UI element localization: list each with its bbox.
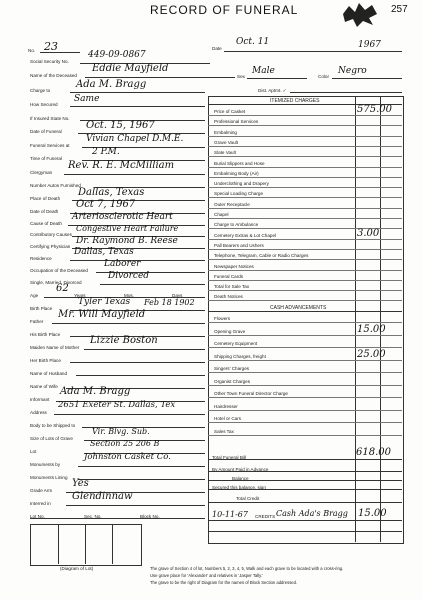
- diagram-label: (Diagram of Lot): [60, 566, 94, 571]
- mother-label: Maiden Name of Mother: [30, 345, 80, 350]
- charge-item-label: Organist Charges: [214, 378, 251, 384]
- wife-label: Name of Wife: [30, 384, 58, 389]
- credit-amount: 15.00: [358, 508, 387, 519]
- marital-label: Single, Married, Divorced: [30, 280, 82, 285]
- date-value: Oct. 11: [236, 37, 270, 47]
- credit-date: 10-11-67: [212, 510, 248, 519]
- sex-value: Male: [252, 66, 275, 76]
- informant-value: Ada M. Bragg: [60, 386, 131, 397]
- charge-item-amount: 575.00: [357, 104, 392, 115]
- grade-arm-value: Yes: [72, 478, 89, 489]
- monument-lining-label: Monuments Lining: [30, 475, 68, 480]
- charge-item-label: Shipping Charges, freight: [214, 353, 266, 359]
- charge-item-label: Price of Casket: [214, 109, 246, 114]
- cars-label: Number Autos Furnished: [30, 183, 81, 188]
- shipped-label: Body to be Shipped to: [30, 423, 76, 428]
- date-funeral-value: Oct. 15, 1967: [86, 120, 155, 131]
- charge-item-label: Opening Grave: [214, 328, 246, 334]
- funeral-record-page: RECORD OF FUNERAL 257 No. 23 Date Oct. 11 1967 Social Security No. 449-09-0867 Name of the Deceased Eddie Mayfield Sex Male Color Negro Charge to Ada M. Bragg Dist. Aptmt. ✓ How Secured Same If Insured State No. Date of Funeral Oct. 15, 1967 Funeral Services at Vivian Chapel D.M.E. Time of Funeral 2 P.M. Clergyman Rev. R. E. McMilliam Number Autos Furnished Place of Death Dallas, Texas Date of Death Oct 7, 1967 Cause of Death Arteriosclerotic Heart Contributory Causes Congestive Heart Failure Certifying Physician Dr. Raymond B. Reese Residence Dallas, Texas Occupation of the Deceased Laborer Single, Married, Divorced Divorced Age 62 Years Mos. Days Birth Place Tyler Texas Feb 18 1902 Father Mr. Will Mayfield His Birth Place Maiden Name of Mother Lizzie Boston Her Birth Place Name of Husband Name of Wife Informant Ada M. Bragg Address 2651 Exeter St. Dallas, Tex Body to be Shipped to Size of Lots of Grave Vir. Blvg. Sub. Lot Section 25 206 B Monuments by Johnston Casket Co. Monuments Lining Grade Arm Yes Interred in Glendinnaw Lot No. Sec. No. Block No. (Diagram of Lot) ITEMIZED CHARGES CASH ADVANCEMENTS Total Funeral Bill 618.00 By Amount Paid in Advance Balance Secured this balance, sign Total Credit 10-11-67 CREDITS Cash Ada's Bragg 15.00 The grave of Section 4 of lot, Numbers 5, 2, 3, 4, 5, Walk and each grave to be located with a cross-ring. Use grave place for 'Alexander' and relatives in 'Jasper Tally.' The grave to be the right of Diagram for the names of Block Section addressed. Price of Casket 575.00 Professional Services Embalming Grave Vault Slate Vault Burial Slippers and Hose Embalming Body (Air) Underclothing and Drapery Special Loading Charge Outer Receptacle Chapel Charge to Ambulance Cemetery Extras & Lot Chapel 3.00 Pall Bearers and Ushers Telephone, Telegram, Cable or Radio Charges Newspaper Notices Funeral Cards Total for Sale Tax Death Notices Flowers Opening Grave 15.00 Cemetery Equipment Shipping Charges, freight 25.00 Singers' Charges Organist Charges Other Town Funeral Director Charge Hairdresser Hotel or Cars Sales Tax: [0, 0, 422, 600]
- husband-label: Name of Husband: [30, 371, 68, 376]
- charges-header: ITEMIZED CHARGES: [270, 98, 320, 104]
- time-value: 2 P.M.: [92, 147, 120, 157]
- monument-label: Monuments by: [30, 462, 61, 467]
- lot-number-value: Section 25 206 B: [90, 439, 160, 448]
- insured-label: If Insured State No.: [30, 116, 70, 121]
- charge-item-label: Flowers: [214, 316, 231, 321]
- charge-item-label: Death Notices: [214, 294, 243, 300]
- charge-item-label: Sales Tax: [214, 428, 234, 434]
- sec-label: Sec. No.: [84, 514, 102, 519]
- ink-stamp-mark: [339, 0, 381, 28]
- place-death-value: Dallas, Texas: [78, 187, 145, 198]
- charge-item-label: Outer Receptacle: [214, 201, 250, 207]
- cause-label: Cause of Death: [30, 221, 62, 226]
- charge-item-amount: 3.00: [357, 227, 380, 239]
- time-label: Time of Funeral: [30, 156, 62, 161]
- birthdate-value: Feb 18 1902: [144, 298, 195, 307]
- her-birth-label: Her Birth Place: [30, 358, 61, 363]
- record-no-label: No.: [28, 48, 36, 53]
- charge-item-label: Telephone, Telegram, Cable or Radio Charges: [214, 253, 309, 259]
- charge-item-label: Hotel or Cars: [214, 416, 242, 421]
- charge-item-label: Cemetery Equipment: [214, 341, 258, 346]
- total-value: 618.00: [356, 447, 391, 458]
- total-credit-label: Total Credit: [236, 496, 260, 501]
- charge-to-label: Charge to: [30, 88, 51, 93]
- ss-value: 449-09-0867: [88, 50, 146, 60]
- secured-label: Secured this balance, sign: [212, 485, 266, 490]
- charge-item-label: Underclothing and Drapery: [214, 181, 269, 187]
- father-label: Father: [30, 319, 44, 324]
- date-funeral-label: Date of Funeral: [30, 129, 62, 134]
- residence-label: Residence: [30, 256, 52, 261]
- charge-item-label: Embalming Body (Air): [214, 170, 259, 176]
- his-birth-label: His Birth Place: [30, 332, 61, 337]
- total-label: Total Funeral Bill: [212, 455, 246, 460]
- date-death-label: Date of Death: [30, 209, 59, 214]
- occupation-label: Occupation of the Deceased: [30, 268, 88, 273]
- father-value: Mr. Will Mayfield: [58, 309, 146, 320]
- charge-item-label: Total for Sale Tax: [214, 284, 250, 290]
- services-value: Vivian Chapel D.M.E.: [86, 134, 184, 144]
- lot-grave-value: Vir. Blvg. Sub.: [92, 427, 150, 436]
- block-label: Block No.: [140, 514, 160, 519]
- charge-item-label: Special Loading Charge: [214, 191, 264, 197]
- sex-label: Sex: [237, 74, 245, 79]
- date-label: Date: [212, 46, 222, 51]
- color-label: Color: [318, 74, 329, 79]
- lot-number-label: Lot: [30, 449, 37, 454]
- footer-line-2: Use grave place for 'Alexander' and relatives in 'Jasper Tally.': [150, 573, 263, 578]
- charge-item-label: Chapel: [214, 212, 229, 217]
- ss-label: Social Security No.: [30, 59, 69, 64]
- balance-label: Balance: [232, 476, 249, 481]
- paid-advance-label: By Amount Paid in Advance: [212, 467, 269, 472]
- lot-diagram-area: [30, 524, 142, 566]
- cash-header: CASH ADVANCEMENTS: [270, 305, 327, 311]
- lot-grave-label: Size of Lots of Grave: [30, 436, 73, 441]
- charge-item-label: Pall Bearers and Ushers: [214, 242, 264, 248]
- charge-item-label: Funeral Cards: [214, 273, 244, 279]
- birthplace-label: Birth Place: [30, 306, 53, 311]
- charge-item-label: Newspaper Notices: [214, 263, 254, 269]
- occupation-value: Laborer: [104, 259, 141, 269]
- address-value: 2651 Exeter St. Dallas, Tex: [58, 400, 176, 410]
- cause-value: Arteriosclerotic Heart: [72, 212, 173, 222]
- age-label: Age: [30, 293, 39, 298]
- credit-name: Cash Ada's Bragg: [276, 509, 348, 518]
- charge-item-label: Grave Vault: [214, 139, 238, 145]
- charge-item-label: Burial Slippers and Hose: [214, 160, 265, 166]
- charge-item-label: Cemetery Extras & Lot Chapel: [214, 232, 277, 238]
- certifying-value: Dr. Raymond B. Reese: [76, 236, 178, 246]
- certifying-label: Certifying Physician: [30, 244, 71, 249]
- charge-item-label: Charge to Ambulance: [214, 222, 259, 228]
- charge-item-label: Other Town Funeral Director Charge: [214, 391, 288, 396]
- mother-value: Lizzie Boston: [90, 335, 158, 346]
- charge-item-label: Slate Vault: [214, 150, 236, 156]
- charge-to-value: Ada M. Bragg: [76, 79, 147, 90]
- services-label: Funeral Services at: [30, 143, 70, 148]
- age-value: 62: [56, 283, 69, 294]
- marital-value: Divorced: [108, 271, 150, 281]
- how-secured-label: How Secured: [30, 102, 58, 107]
- footer-line-1: The grave of Section 4 of lot, Numbers 5, 2, 3, 4, 5, Walk and each grave to be located with a cross-ring.: [150, 566, 344, 571]
- residence-value: Dallas, Texas: [74, 247, 134, 257]
- charge-item-label: Embalming: [214, 129, 237, 135]
- charge-item-amount: 25.00: [357, 348, 386, 360]
- credits-label: CREDITS: [255, 514, 276, 519]
- clergyman-label: Clergyman: [30, 170, 53, 175]
- deceased-value: Eddie Mayfield: [92, 63, 169, 74]
- clergyman-value: Rev. R. E. McMilliam: [68, 160, 175, 171]
- charge-item-label: Hairdresser: [214, 403, 238, 409]
- record-no-value: 23: [44, 40, 58, 53]
- interred-label: Interred in: [30, 501, 51, 506]
- place-death-label: Place of Death: [30, 196, 61, 201]
- page-number: 257: [391, 4, 408, 15]
- charge-item-label: Professional Services: [214, 119, 259, 125]
- informant-label: Informant: [30, 397, 50, 402]
- monument-value: Johnston Casket Co.: [84, 452, 171, 462]
- date-death-value: Oct 7, 1967: [76, 199, 136, 210]
- how-secured-value: Same: [74, 94, 100, 104]
- charge-item-label: Singers' Charges: [214, 366, 250, 371]
- contributory-value: Congestive Heart Failure: [76, 224, 179, 233]
- charge-item-amount: 15.00: [357, 323, 386, 335]
- address-label: Address: [30, 410, 47, 415]
- contributory-label: Contributory Causes: [30, 232, 72, 237]
- birthplace-value: Tyler Texas: [78, 297, 131, 307]
- grade-arm-label: Grade Arm: [30, 488, 53, 493]
- deceased-label: Name of the Deceased: [30, 73, 77, 78]
- interred-value: Glendinnaw: [72, 491, 133, 502]
- form-title: RECORD OF FUNERAL: [150, 3, 299, 17]
- footer-line-3: The grave to be the right of Diagram for the names of Block Section addressed.: [150, 580, 298, 585]
- color-value: Negro: [338, 66, 367, 76]
- year-value: 1967: [358, 40, 381, 50]
